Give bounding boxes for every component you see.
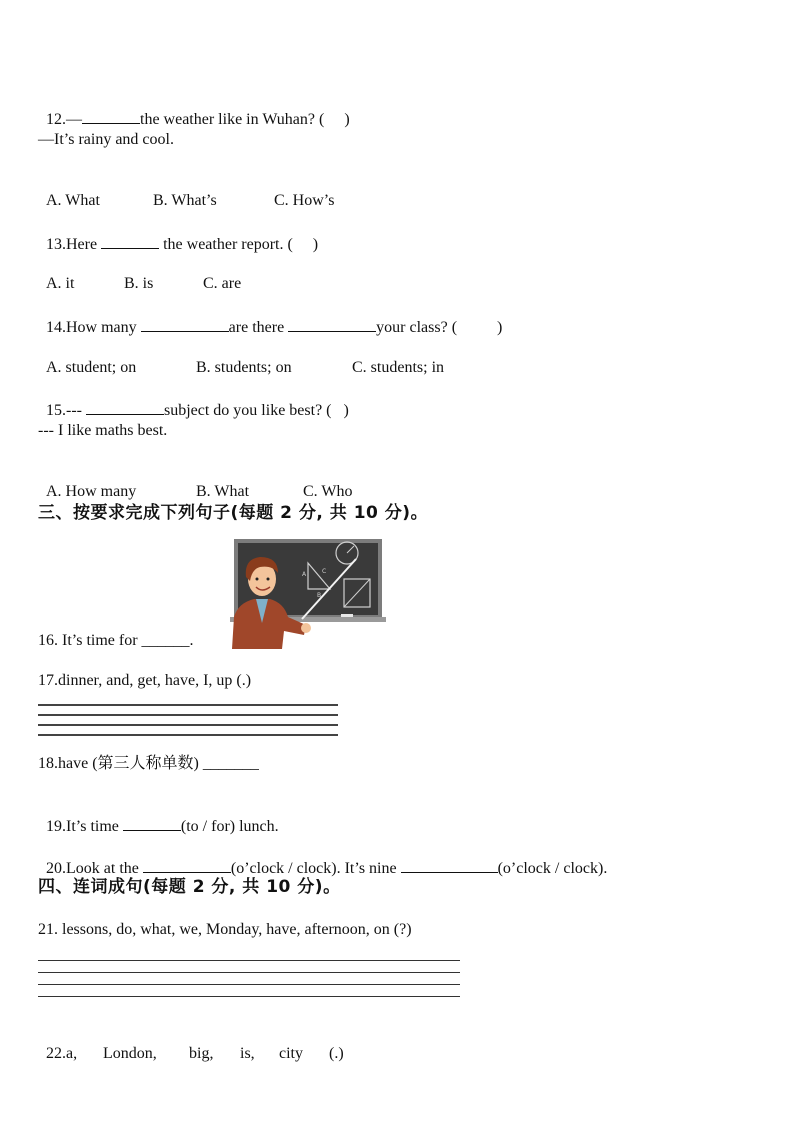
q12-number: 12.— [46,111,82,128]
q22-word: 22.a, [46,1045,78,1062]
q14-answer-blank-2[interactable] [288,316,376,332]
q13-answer-blank[interactable] [101,233,159,249]
q21-answer-lines[interactable] [38,960,460,1008]
q15-question [38,379,349,421]
q17-question: 17.dinner, and, get, have, I, up (.) [38,672,252,689]
q14-answer-blank-1[interactable] [141,316,229,332]
q13-number: 13.Here [46,236,102,253]
q12-options [38,171,334,211]
q12-option-b[interactable]: B. What’s [153,192,217,209]
q20-answer-blank-2[interactable] [401,857,498,873]
q15-number: 15.--- [46,402,86,419]
writing-line[interactable] [38,704,338,706]
q17-answer-lines[interactable] [38,704,338,744]
q12-question [38,88,350,130]
q20-number: 20.Look at the [46,860,143,877]
board-label-a: A [302,571,307,578]
q15-options [38,462,352,502]
board-label-b: B [317,592,322,599]
writing-line[interactable] [38,972,460,973]
q22-word: is, [240,1045,255,1062]
q18-question: 18.have (第三人称单数) _______ [38,755,259,772]
q14-option-c[interactable]: C. students; in [352,359,445,376]
q12-response: —It’s rainy and cool. [38,131,174,148]
q21-question: 21. lessons, do, what, we, Monday, have, afternoon, on (?) [38,921,412,938]
teacher-eye-left [256,578,259,581]
q12-option-c[interactable]: C. How’s [274,192,335,209]
writing-line[interactable] [38,960,460,961]
board-label-c: C [322,568,327,575]
q13-option-c[interactable]: C. are [203,275,242,292]
q14-question [38,296,502,338]
writing-line[interactable] [38,996,460,997]
q13-options [38,254,241,294]
q19-number: 19.It’s time [46,818,123,835]
q14-text: your class? ( ) [376,319,503,336]
teacher-hand [301,623,311,633]
q13-question [38,213,318,255]
q15-option-a[interactable]: A. How many [46,483,137,500]
q15-text: subject do you like best? ( ) [163,402,349,419]
teacher-eye-right [267,578,270,581]
q14-number: 14.How many [46,319,141,336]
section-4-heading: 四、连词成句(每题 2 分, 共 10 分)。 [38,877,341,897]
q20-mid-text: (o’clock / clock). It’s nine [230,860,401,877]
q22-word: London, [103,1045,157,1062]
section-3-heading: 三、按要求完成下列句子(每题 2 分, 共 10 分)。 [38,503,429,523]
q15-response: --- I like maths best. [38,422,168,439]
writing-line[interactable] [38,724,338,726]
q14-mid-text: are there [228,319,289,336]
q20-answer-blank-1[interactable] [143,857,231,873]
q15-option-c[interactable]: C. Who [303,483,353,500]
q14-option-b[interactable]: B. students; on [196,359,292,376]
q13-option-a[interactable]: A. it [46,275,75,292]
q22-question [38,1024,344,1064]
chalk-piece [341,614,353,617]
q19-question [38,795,279,837]
q14-options [38,338,444,378]
q12-option-a[interactable]: A. What [46,192,100,209]
q15-answer-blank[interactable] [86,399,164,415]
q22-word: city [279,1045,303,1062]
q12-text: the weather like in Wuhan? ( ) [140,111,350,128]
writing-line[interactable] [38,734,338,736]
q13-text: the weather report. ( ) [159,236,319,253]
q22-word: big, [189,1045,214,1062]
q14-option-a[interactable]: A. student; on [46,359,137,376]
writing-line[interactable] [38,984,460,985]
q13-option-b[interactable]: B. is [124,275,154,292]
q20-text: (o’clock / clock). [497,860,608,877]
q12-answer-blank[interactable] [82,108,140,124]
q16-question: 16. It’s time for ______. [38,632,194,649]
q19-answer-blank[interactable] [123,815,181,831]
q22-word: (.) [329,1045,344,1062]
q20-question [38,837,607,879]
writing-line[interactable] [38,714,338,716]
q15-option-b[interactable]: B. What [196,483,250,500]
q19-text: (to / for) lunch. [180,818,279,835]
teacher-blackboard-illustration [226,537,386,649]
